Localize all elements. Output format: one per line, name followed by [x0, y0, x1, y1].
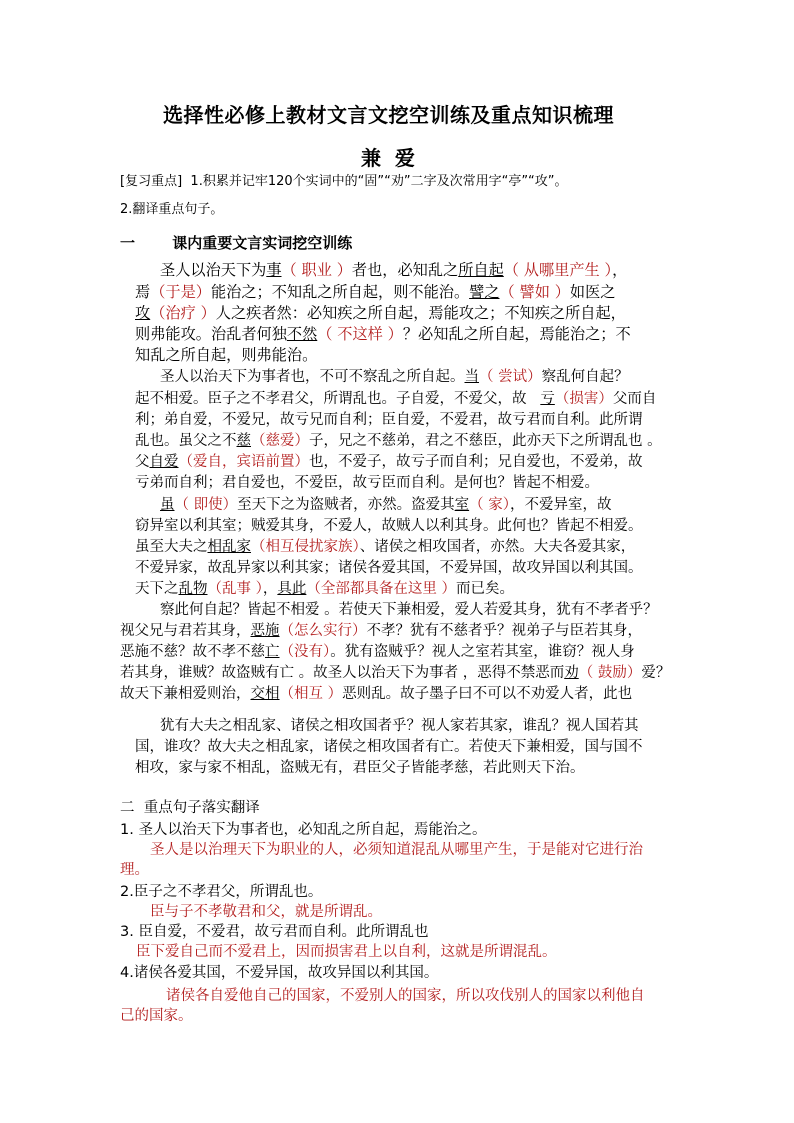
translation-answer: 臣下爱自己而不爱君上，因而损害君上以自利，这就是所谓混乱。 — [136, 944, 557, 960]
blank: （ 家） — [469, 497, 510, 513]
text-line: 利；弟自爱，不爱兄，故亏兄而自利；臣自爱，不爱君，故亏君而自利。此所谓 — [135, 412, 643, 428]
translation-answer: 诸侯各自爱他自己的国家，不爱别人的国家，所以攻伐别人的国家以利他自 — [166, 988, 645, 1004]
section1-num: 一 — [120, 234, 136, 252]
text-line: 圣人以治天下为事者也，不可不察乱之所自起。当（ 尝试）察乱何自起？ — [160, 369, 629, 385]
text-line: 国，谁攻？故大夫之相乱家，诸侯之相攻国者有亡。若使天下兼相爱，国与国不 — [135, 739, 643, 755]
translation-answer-cont: 理。 — [120, 862, 149, 878]
text-line: 知乱之所自起，则弗能治。 — [135, 346, 318, 364]
text-line: 察此何自起？皆起不相爱 。若使天下兼相爱，爱人若爱其身，犹有不孝者乎？ — [160, 602, 658, 618]
text-line: 视父兄与君若其身，恶施（怎么实行）不孝？犹有不慈者乎？视弟子与臣若其身， — [120, 623, 642, 639]
translation-question: 4.诸侯各爱其国，不爱异国，故攻异国以利其国。 — [120, 965, 439, 981]
text-line: 若其身，谁贼？故盗贼有亡 。故圣人以治天下为事者 ，恶得不禁恶而劝（ 鼓励）爱？ — [120, 665, 671, 681]
translation-answer: 圣人是以治理天下为职业的人，必须知道混乱从哪里产生，于是能对它进行治 — [150, 842, 643, 858]
text-line: 不爱异家，故乱异家以利其家；诸侯各爱其国，不爱异国，故攻异国以利其国。 — [135, 560, 643, 576]
blank: （怎么实行） — [279, 623, 367, 639]
doc-subtitle: 兼 爱 — [361, 146, 415, 170]
blank: （ 尝试） — [479, 369, 542, 385]
blank: （相互 ） — [279, 686, 343, 702]
blank: （全部都具备在这里 ） — [306, 581, 456, 597]
text-line: 天下之乱物（乱事 ），具此（全部都具备在这里 ）而已矣。 — [135, 581, 514, 597]
text-line: 圣人以治天下为事（ 职业 ）者也，必知乱之所自起（ 从哪里产生 ）， — [160, 261, 628, 279]
review-label: [复习重点] — [120, 174, 183, 189]
text-line: 犹有大夫之相乱家、诸侯之相攻国者乎？视人家若其家，谁乱？视人国若其 — [160, 718, 639, 734]
section1-title: 课内重要文言实词挖空训练 — [172, 234, 353, 252]
text-line: 故天下兼相爱则治，交相（相互 ）恶则乱。故子墨子曰不可以不劝爱人者，此也 — [120, 686, 633, 702]
review-line — [120, 170, 568, 189]
translation-question: 3. 臣自爱，不爱君，故亏君而自利。此所谓乱也 — [120, 924, 429, 940]
translation-answer: 臣与子不孝敬君和父，就是所谓乱。 — [150, 904, 382, 920]
translation-question: 2.臣子之不孝君父，所谓乱也。 — [120, 884, 323, 900]
section1-heading — [120, 232, 352, 253]
text-line: 恶施不慈？故不孝不慈亡（没有）。犹有盗贼乎？视人之室若其室，谁窃？视人身 — [120, 644, 635, 660]
translation-question: 1. 圣人以治天下为事者也，必知乱之所自起，焉能治之。 — [120, 822, 487, 838]
blank: （治疗 ） — [150, 304, 216, 322]
blank: （于是） — [150, 283, 211, 301]
blank: （相互侵扰家族） — [251, 539, 360, 555]
blank: （ 鼓励） — [578, 665, 642, 681]
text-line: 乱也。虽父之不慈（慈爱）子，兄之不慈弟，君之不慈臣，此亦天下之所谓乱也 。 — [135, 433, 662, 449]
blank: （ 职业 ） — [281, 261, 352, 279]
review-text: 1.积累并记牢120个实词中的“固”“劝”二字及次常用字“亭”“攻”。 — [190, 174, 568, 189]
blank: （ 譬如 ） — [499, 283, 570, 301]
blank: （损害） — [554, 391, 613, 407]
text-line: 虽至大夫之相乱家（相互侵扰家族）、诸侯之相攻国者，亦然。大夫各爱其家， — [135, 539, 636, 555]
text-line: 起不相爱。臣子之不孝君父，所谓乱也。子自爱，不爱父，故 亏（损害）父而自 — [135, 391, 657, 407]
doc-title: 选择性必修上教材文言文挖空训练及重点知识梳理 — [163, 103, 614, 127]
section2-heading: 二 重点句子落实翻译 — [120, 800, 260, 816]
text-line: 相攻，家与家不相乱，盗贼无有，君臣父子皆能孝慈，若此则天下治。 — [135, 760, 585, 776]
text-line: 焉（于是）能治之；不知乱之所自起，则不能治。譬之（ 譬如 ）如医之 — [135, 283, 616, 301]
text-line: 则弗能攻。治乱者何独不然（ 不这样 ）？必知乱之所自起，焉能治之；不 — [135, 325, 631, 343]
blank: （慈爱） — [251, 433, 309, 449]
blank: （爱自，宾语前置） — [178, 454, 309, 470]
translation-answer-cont: 己的国家。 — [120, 1008, 193, 1024]
blank: （ 从哪里产生 ） — [503, 261, 613, 279]
text-line: 攻（治疗 ）人之疾者然：必知疾之所自起，焉能攻之；不知疾之所自起， — [135, 304, 626, 322]
text-line: 亏弟而自利；君自爱也，不爱臣，故亏臣而自利。是何也？皆起不相爱。 — [135, 475, 599, 491]
text-line: 虽（ 即使）至天下之为盗贼者，亦然。盗爱其室（ 家），不爱异室，故 — [160, 497, 612, 513]
blank: （乱事 ） — [207, 581, 263, 597]
text-line: 窃异室以利其室；贼爱其身，不爱人，故贼人以利其身。此何也？皆起不相爱。 — [135, 518, 643, 534]
review-line-2: 2.翻译重点句子。 — [120, 202, 224, 217]
text-line: 父自爱（爱自，宾语前置）也，不爱子，故亏子而自利；兄自爱也，不爱弟，故 — [135, 454, 643, 470]
blank: （没有） — [279, 644, 331, 660]
blank: （ 不这样 ） — [317, 325, 403, 343]
blank: （ 即使） — [174, 497, 238, 513]
